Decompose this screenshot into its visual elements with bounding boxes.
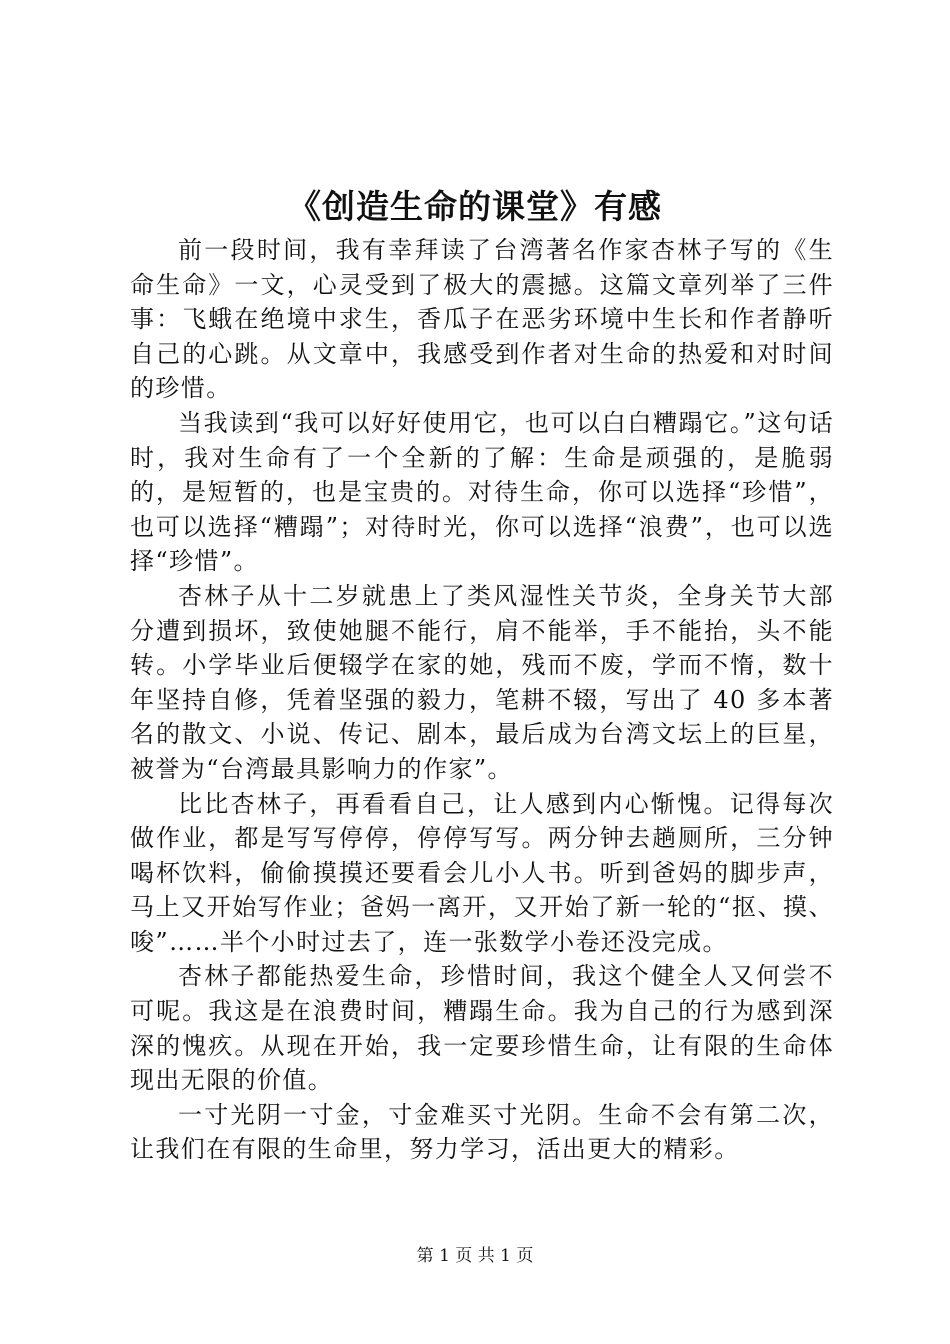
paragraph-6: 一寸光阴一寸金，寸金难买寸光阴。生命不会有第二次，让我们在有限的生命里，努力学习，活出更大的精彩。: [130, 1100, 834, 1164]
paragraph-5: 杏林子都能热爱生命，珍惜时间，我这个健全人又何尝不可呢。我这是在浪费时间，糟蹋生命。我为自己的行为感到深深的愧疚。从现在开始，我一定要珍惜生命，让有限的生命体现出无限的价值。: [130, 962, 834, 1095]
paragraph-3: 杏林子从十二岁就患上了类风湿性关节炎，全身关节大部分遭到损坏，致使她腿不能行，肩不能举，手不能抬，头不能转。小学毕业后便辍学在家的她，残而不废，学而不惰，数十年坚持自修，凭着坚强的毅力，笔耕不辍，写出了 40 多本著名的散文、小说、传记、剧本，最后成为台湾文坛上的巨星，被誉为“台湾最具影响力的作家”。: [130, 581, 834, 783]
document-title: 《创造生命的课堂》有感: [288, 187, 662, 226]
page-footer: 第 1 页 共 1 页: [416, 1246, 534, 1266]
paragraph-4: 比比杏林子，再看看自己，让人感到内心惭愧。记得每次做作业，都是写写停停，停停写写。两分钟去趟厕所，三分钟喝杯饮料，偷偷摸摸还要看会儿小人书。听到爸妈的脚步声，马上又开始写作业；爸妈一离开，又开始了新一轮的“抠、摸、唆”……半个小时过去了，连一张数学小卷还没完成。: [130, 789, 834, 956]
document-body: [130, 233, 834, 1167]
paragraph-2: 当我读到“我可以好好使用它，也可以白白糟蹋它。”这句话时，我对生命有了一个全新的了解：生命是顽强的，是脆弱的，是短暂的，也是宝贵的。对待生命，你可以选择“珍惜”，也可以选择“糟蹋”；对待时光，你可以选择“浪费”，也可以选择“珍惜”。: [130, 408, 834, 576]
paragraph-1: 前一段时间，我有幸拜读了台湾著名作家杏林子写的《生命生命》一文，心灵受到了极大的震撼。这篇文章列举了三件事：飞蛾在绝境中求生，香瓜子在恶劣环境中生长和作者静听自己的心跳。从文章中，我感受到作者对生命的热爱和对时间的珍惜。: [130, 236, 834, 403]
